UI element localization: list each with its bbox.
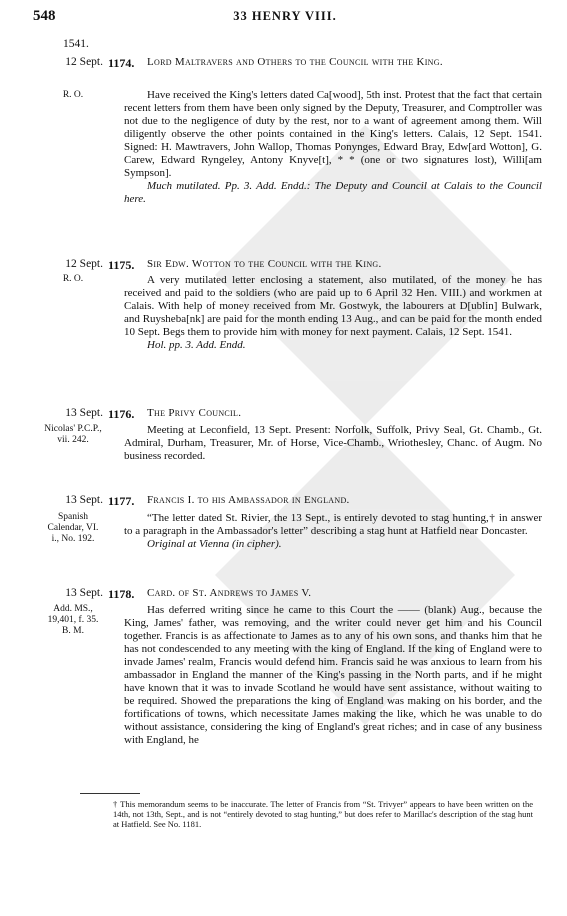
entry-text <box>124 274 542 352</box>
entry-note: Original at Vienna (in cipher). <box>147 538 282 550</box>
year-label: 1541. <box>63 38 89 50</box>
entry-source: Add. MS., 19,401, f. 35. B. M. <box>47 604 99 636</box>
entry-source: R. O. <box>62 90 84 100</box>
entry-date: 13 Sept. <box>65 587 103 599</box>
page-header <box>33 8 537 28</box>
footnote: † This memorandum seems to be inaccurate. The letter of Francis from “St. Trivyer” appears to have been written on the 14th, not 13th, Sept., and is not “entirely devoted to stag hunting,” but does refer to Marillac's description of the stag hunt at Hatfield. See No. 1181. <box>113 799 533 829</box>
entry-date: 13 Sept. <box>65 494 103 506</box>
entry-title: Sir Edw. Wotton to the Council with the King. <box>147 258 382 270</box>
entry-date: 13 Sept. <box>65 407 103 419</box>
entry-number: 1174. <box>108 56 135 70</box>
entry-source: R. O. <box>62 274 84 284</box>
entry-number: 1176. <box>108 407 135 421</box>
entry-title: Lord Maltravers and Others to the Council with the King. <box>147 56 443 68</box>
entry-source: Spanish Calendar, VI. i., No. 192. <box>47 512 99 544</box>
footnote-rule <box>80 793 140 794</box>
entry-number: 1175. <box>108 258 135 272</box>
entry-body: Has deferred writing since he came to this Court the —— (blank) Aug., because the King, James' father, was removing, and the writer could never get him and his Council together. Francis is as affectionate to James as to any of his own sons, and thanks him that he has not condescended to any meeting with the king of England. If the king of England were to invade James' realm, Francis would defend him. Francis said he was anxious to learn from his ambassador in England the manner of the King's passing in the North parts, and if he might have known that it was to invade Scotland he would have sent assistance, without waiting to be required. Showed the preparations the king of England was making on his border, and the fortifications of towns, which necessitate James making the like, which he was unable to do without assistance, considering the king of England's great riches; and in case of any business with England, he <box>124 604 542 746</box>
entry-number: 1178. <box>108 587 135 601</box>
entry-body: “The letter dated St. Rivier, the 13 Sept., is entirely devoted to stag hunting,† in answer to a paragraph in the Ambassador's letter” describing a stag hunt at Hatfield near Doncaster. <box>124 512 542 537</box>
entry-note: Much mutilated. Pp. 3. Add. Endd.: The Deputy and Council at Calais to the Council here. <box>124 180 542 205</box>
entry-body: A very mutilated letter enclosing a statement, also mutilated, of the money he has received and paid to the soldiers (who are paid up to 6 April 32 Hen. VIII.) and workmen at Calais. With help of money received from Mr. Gostwyk, the labourers at D[ublin] Bulwark, and Ruysheba[nk] are paid for the month ending 13 Aug., and can be paid for the month ended 10 Sept. Begs them to provide him with money for next payment. Calais, 12 Sept. 1541. <box>124 274 542 338</box>
entry-source: Nicolas' P.C.P., vii. 242. <box>44 424 102 445</box>
entry-text <box>124 424 542 463</box>
entry-text <box>124 512 542 551</box>
entry-title: The Privy Council. <box>147 407 242 419</box>
page-number: 548 <box>33 8 56 24</box>
entry-body: Meeting at Leconfield, 13 Sept. Present: Norfolk, Suffolk, Privy Seal, Gt. Chamb., Gt. Admiral, Durham, Treasurer, Mr. of Horse, Vice-Chamb., Wriothesley, Chanc. of Augm. No business recorded. <box>124 424 542 462</box>
entry-title: Francis I. to his Ambassador in England. <box>147 494 350 506</box>
entry-note: Hol. pp. 3. Add. Endd. <box>147 339 246 351</box>
entry-body: Have received the King's letters dated Ca[wood], 5th inst. Protest that the fact that certain recent letters from them have been only signed by the Deputy, Treasurer, and Comptroller was not due to the negligence of duty by the rest, nor to a want of agreement among them. Will diligently observe the other points contained in the King's letters. Calais, 12 Sept. 1541. Signed: H. Mawtravers, John Wallop, Thomas Ponynges, Edward Bray, Edw[ard Wotton], G. Carew, Edward Ryngeley, Antony Knyve[t], * * (one or two signatures lost), Willi[am Sympson]. <box>124 89 542 179</box>
entry-date: 12 Sept. <box>65 56 103 68</box>
entry-number: 1177. <box>108 494 135 508</box>
entry-text <box>124 89 542 206</box>
entry-title: Card. of St. Andrews to James V. <box>147 587 312 599</box>
entry-date: 12 Sept. <box>65 258 103 270</box>
running-head: 33 HENRY VIII. <box>233 9 337 23</box>
entry-text <box>124 604 542 747</box>
